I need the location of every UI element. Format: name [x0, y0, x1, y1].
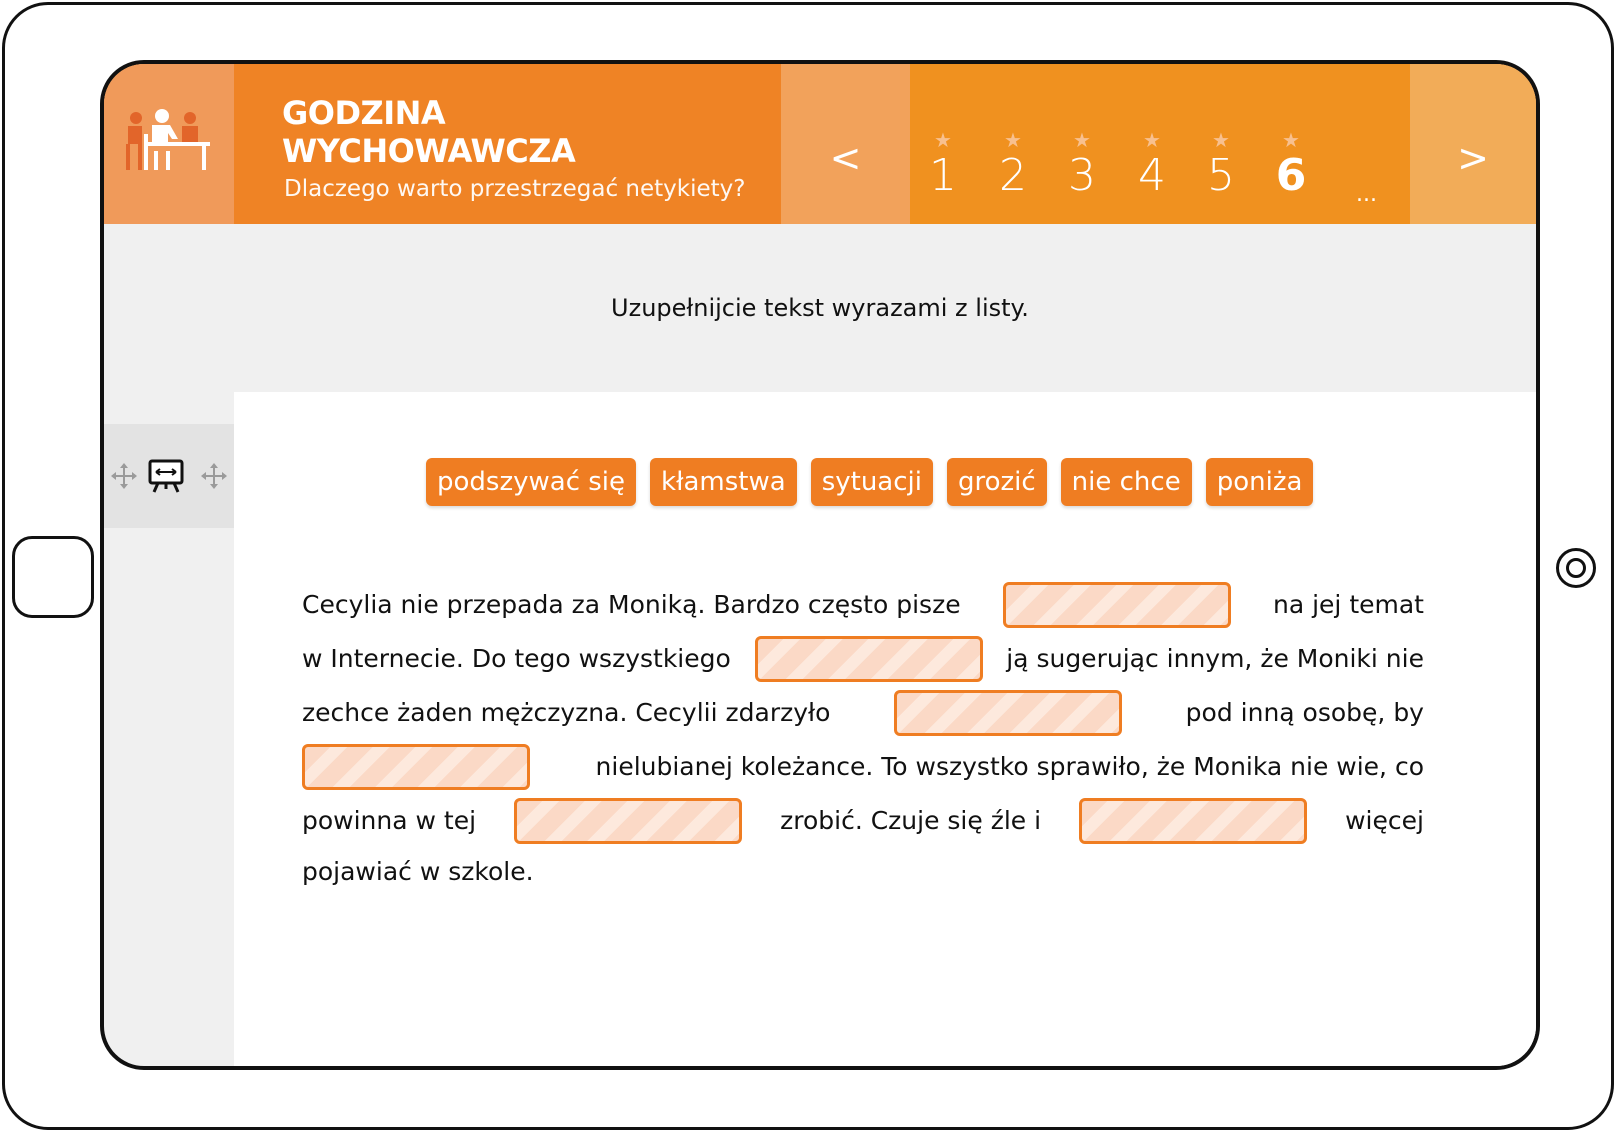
word-chip[interactable]: sytuacji — [811, 458, 933, 506]
text-line — [302, 794, 1424, 848]
page-subtitle: Dlaczego warto przestrzegać netykiety? — [284, 176, 746, 202]
classroom-people-icon — [124, 108, 214, 180]
tablet-home-button[interactable] — [12, 536, 94, 618]
star-icon: ★ — [1212, 128, 1230, 152]
page-2-button[interactable] — [988, 130, 1038, 202]
word-chip[interactable]: grozić — [947, 458, 1047, 506]
text-segment: pojawiać w szkole. — [302, 857, 534, 886]
drop-blank-4[interactable] — [302, 744, 530, 790]
exercise-panel — [234, 392, 1536, 1070]
page-title — [282, 94, 575, 170]
drop-blank-1[interactable] — [1003, 582, 1231, 628]
text-segment: zechce żaden mężczyzna. Cecylii zdarzyło — [302, 698, 831, 727]
app-screen — [100, 60, 1540, 1070]
move-right-icon[interactable] — [200, 462, 228, 490]
page-3-button[interactable] — [1057, 130, 1107, 202]
text-segment: więcej — [1345, 806, 1424, 835]
tablet-camera-icon — [1556, 548, 1596, 588]
text-line — [302, 632, 1424, 686]
page-1-button[interactable] — [918, 130, 968, 202]
text-line — [302, 686, 1424, 740]
page-navigation — [910, 64, 1410, 224]
drop-blank-6[interactable] — [1079, 798, 1307, 844]
star-icon: ★ — [1004, 128, 1022, 152]
header — [104, 64, 1536, 224]
side-toolbar — [104, 424, 234, 528]
page-number: 6 — [1275, 150, 1307, 201]
title-line-1: GODZINA — [282, 94, 446, 132]
drop-blank-2[interactable] — [755, 636, 983, 682]
word-chip[interactable]: poniża — [1206, 458, 1314, 506]
star-icon: ★ — [934, 128, 952, 152]
instruction-text: Uzupełnijcie tekst wyrazami z listy. — [104, 224, 1536, 392]
title-line-2: WYCHOWAWCZA — [282, 132, 576, 170]
text-segment: zrobić. Czuje się źle i — [780, 806, 1042, 835]
text-line — [302, 740, 1424, 794]
page-number: 5 — [1207, 150, 1235, 201]
page-5-button[interactable] — [1196, 130, 1246, 202]
text-segment: nielubianej koleżance. To wszystko sprawiło, że Monika nie wie, co — [595, 752, 1424, 781]
word-chip[interactable]: nie chce — [1061, 458, 1192, 506]
word-chip[interactable]: podszywać się — [426, 458, 636, 506]
title-block — [234, 64, 781, 224]
text-segment: w Internecie. Do tego wszystkiego — [302, 644, 731, 673]
cloze-text — [302, 578, 1424, 896]
star-icon: ★ — [1073, 128, 1091, 152]
next-page-button[interactable]: > — [1410, 64, 1536, 224]
drop-blank-5[interactable] — [514, 798, 742, 844]
page-4-button[interactable] — [1127, 130, 1177, 202]
text-segment: Cecylia nie przepada za Moniką. Bardzo często pisze — [302, 590, 961, 619]
more-pages-button[interactable]: ... — [1356, 182, 1377, 207]
page-number: 1 — [929, 150, 957, 201]
logo — [104, 64, 234, 224]
text-line — [302, 848, 1424, 896]
text-line — [302, 578, 1424, 632]
word-bank — [426, 458, 1313, 506]
star-icon: ★ — [1282, 128, 1300, 152]
page-number: 2 — [999, 150, 1027, 201]
text-segment: pod inną osobę, by — [1185, 698, 1424, 727]
prev-page-button[interactable]: < — [781, 64, 910, 224]
page-number: 3 — [1068, 150, 1096, 201]
page-6-button[interactable] — [1266, 130, 1316, 202]
star-icon: ★ — [1143, 128, 1161, 152]
drop-blank-3[interactable] — [894, 690, 1122, 736]
word-chip[interactable]: kłamstwa — [650, 458, 797, 506]
text-segment: ją sugerując innym, że Moniki nie — [1006, 644, 1424, 673]
presentation-mode-icon[interactable] — [146, 458, 186, 494]
text-segment: na jej temat — [1272, 590, 1424, 619]
page-number: 4 — [1138, 150, 1166, 201]
text-segment: powinna w tej — [302, 806, 477, 835]
move-left-icon[interactable] — [110, 462, 138, 490]
